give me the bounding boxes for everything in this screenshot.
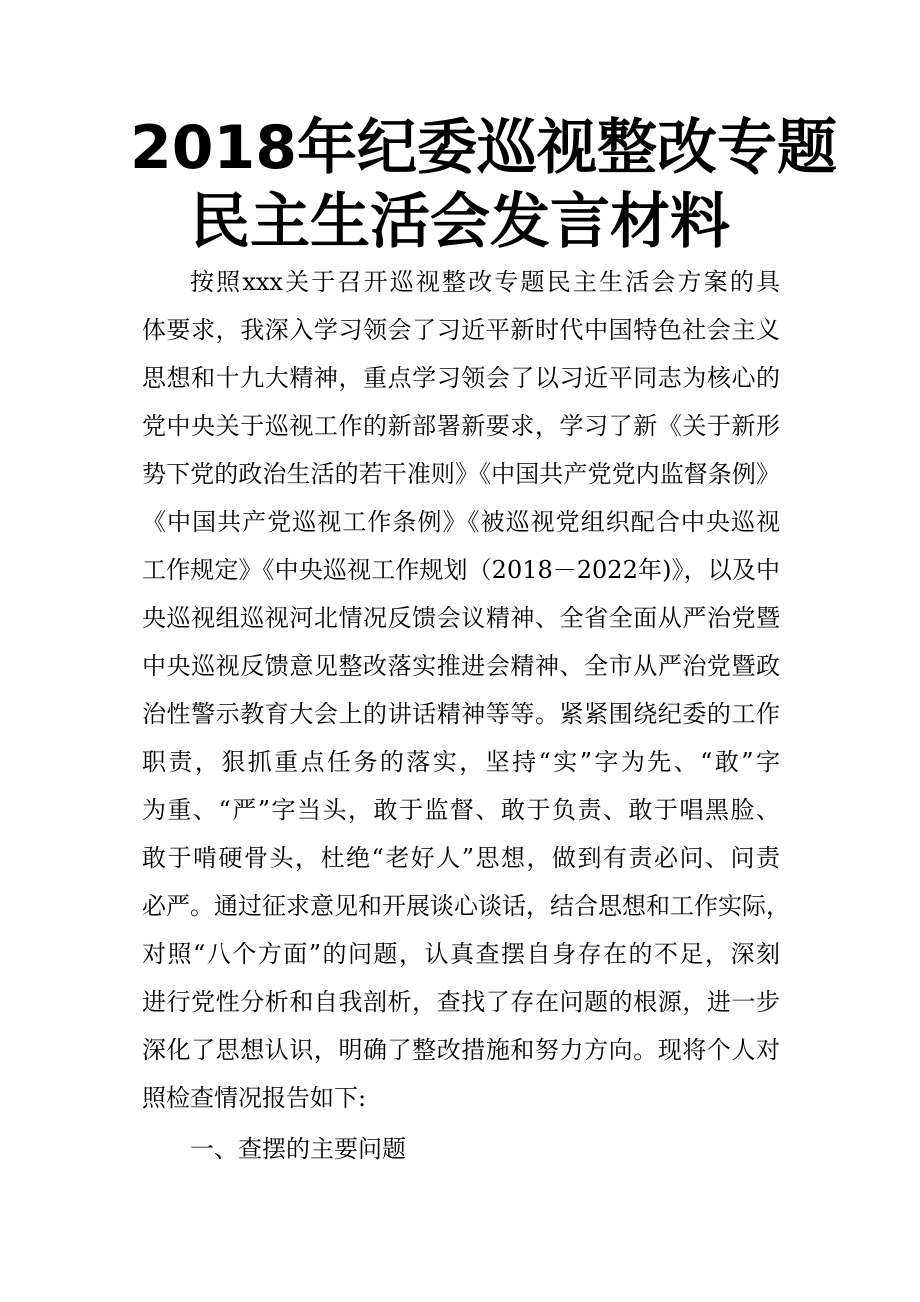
body-line: 党中央关于巡视工作的新部署新要求，学习了新《关于新形 bbox=[142, 412, 780, 440]
section-heading: 一、查摆的主要问题 bbox=[190, 1135, 406, 1163]
body-line: 进行党性分析和自我剖析，查找了存在问题的根源，进一步 bbox=[142, 988, 780, 1016]
body-line: 对照“八个方面”的问题，认真查摆自身存在的不足，深刻 bbox=[142, 940, 780, 968]
document-title-line-1: 2018年纪委巡视整改专题 bbox=[130, 113, 837, 183]
body-line: 势下党的政治生活的若干准则》《中国共产党党内监督条例》 bbox=[142, 460, 780, 488]
body-line: 深化了思想认识，明确了整改措施和努力方向。现将个人对 bbox=[142, 1036, 780, 1064]
body-line: 央巡视组巡视河北情况反馈会议精神、全省全面从严治党暨 bbox=[142, 604, 780, 632]
body-line: 体要求，我深入学习领会了习近平新时代中国特色社会主义 bbox=[142, 316, 780, 344]
body-line: 思想和十九大精神，重点学习领会了以习近平同志为核心的 bbox=[142, 364, 780, 392]
body-line: 按照xxx关于召开巡视整改专题民主生活会方案的具 bbox=[190, 268, 780, 296]
body-line: 工作规定》《中央巡视工作规划（2018－2022年)》，以及中 bbox=[142, 556, 780, 584]
body-paragraph bbox=[142, 258, 790, 1122]
body-line: 中央巡视反馈意见整改落实推进会精神、全市从严治党暨政 bbox=[142, 652, 780, 680]
document-title-line-2: 民主生活会发言材料 bbox=[190, 187, 730, 257]
body-line: 必严。通过征求意见和开展谈心谈话，结合思想和工作实际， bbox=[142, 892, 790, 920]
body-line: 职责，狠抓重点任务的落实，坚持“实”字为先、“敢”字 bbox=[142, 748, 780, 776]
body-line: 《中国共产党巡视工作条例》《被巡视党组织配合中央巡视 bbox=[142, 508, 780, 536]
body-line: 治性警示教育大会上的讲话精神等等。紧紧围绕纪委的工作 bbox=[142, 700, 780, 728]
body-line: 照检查情况报告如下: bbox=[142, 1084, 367, 1112]
body-line: 敢于啃硬骨头，杜绝“老好人”思想，做到有责必问、问责 bbox=[142, 844, 780, 872]
body-line: 为重、“严”字当头，敢于监督、敢于负责、敢于唱黑脸、 bbox=[142, 796, 780, 824]
